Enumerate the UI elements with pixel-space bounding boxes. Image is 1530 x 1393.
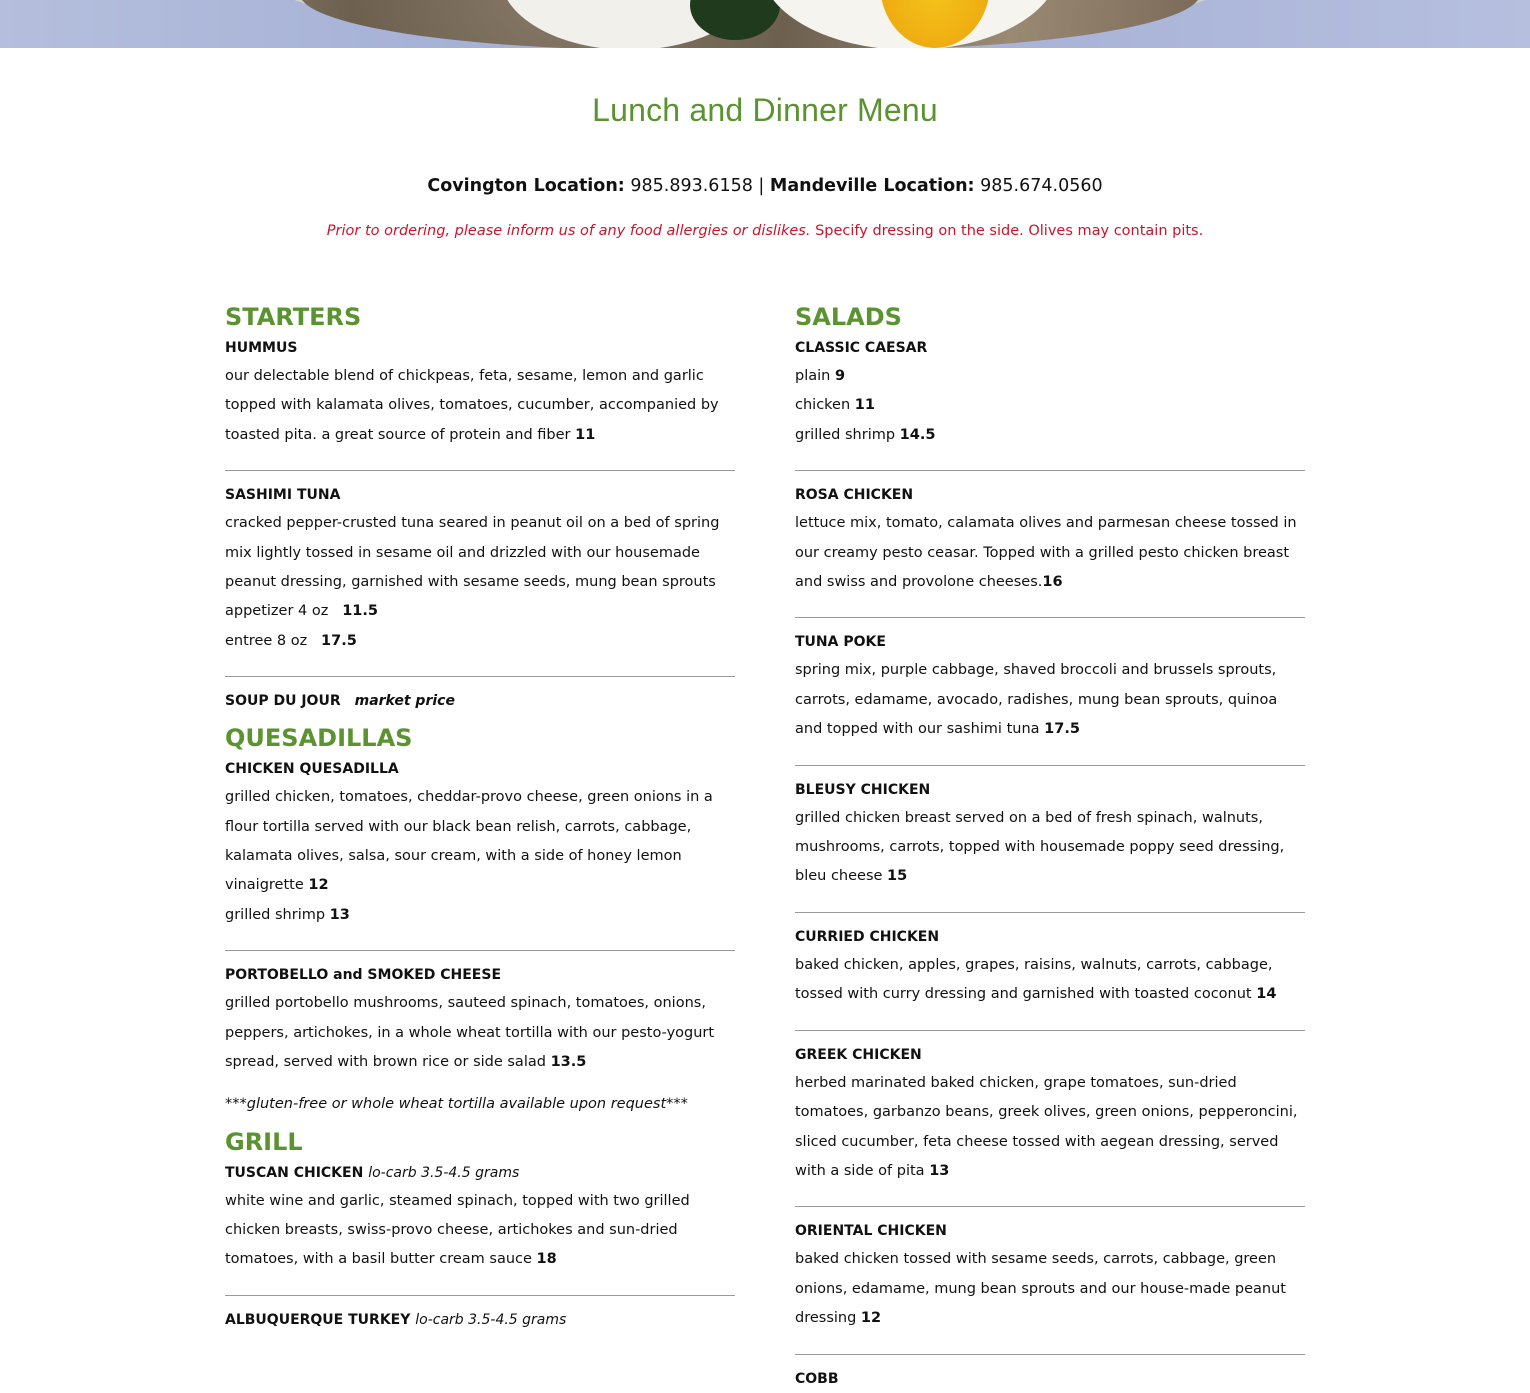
- item-price: 13.5: [550, 1054, 587, 1071]
- section-title-starters: STARTERS: [225, 303, 362, 331]
- mandeville-label: Mandeville Location:: [769, 176, 975, 196]
- covington-phone[interactable]: 985.893.6158: [630, 176, 753, 196]
- menu-item-soup: [225, 687, 735, 715]
- item-description: grilled chicken, tomatoes, cheddar-provo cheese, green onions in a flour tortilla served with our black bean relish, carrots, cabbage, kalamata olives, salsa, sour cream, with a side of honey lemon vinaigrette 12: [225, 789, 713, 894]
- item-note: lo-carb 3.5-4.5 grams: [368, 1164, 520, 1181]
- item-name: ROSA CHICKEN: [795, 487, 914, 504]
- item-price: 13: [929, 1162, 950, 1179]
- contact-line: [0, 176, 1530, 196]
- menu-item-tuna-poke: [795, 628, 1305, 744]
- menu-item-sashimi-tuna: [225, 481, 735, 656]
- item-name: TUSCAN CHICKEN lo-carb 3.5-4.5 grams: [225, 1164, 520, 1181]
- menu-item-hummus: [225, 334, 735, 450]
- section-title-salads: SALADS: [795, 303, 902, 331]
- item-name: COBB: [795, 1370, 839, 1387]
- section-title-grill: GRILL: [225, 1127, 303, 1156]
- section-title-quesadillas: QUESADILLAS: [225, 724, 413, 753]
- item-description: white wine and garlic, steamed spinach, topped with two grilled chicken breasts, swiss-provo cheese, artichokes and sun-dried tomatoes, with a basil butter cream sauce 18: [225, 1192, 690, 1268]
- divider: [225, 1295, 735, 1296]
- page-title: Lunch and Dinner Menu: [592, 92, 938, 128]
- item-price: 14.5: [899, 426, 936, 443]
- divider: [225, 950, 735, 951]
- item-name: PORTOBELLO and SMOKED CHEESE: [225, 967, 502, 984]
- item-description: herbed marinated baked chicken, grape tomatoes, sun-dried tomatoes, garbanzo beans, greek olives, green onions, pepperoncini, sliced cucumber, feta cheese tossed with aegean dressing, served with a side of pita 13: [795, 1074, 1298, 1179]
- right-column: [795, 300, 1305, 1393]
- allergy-notice-italic: Prior to ordering, please inform us of any food allergies or dislikes.: [326, 223, 811, 239]
- item-option: grilled shrimp 13: [225, 906, 350, 923]
- item-description: cracked pepper-crusted tuna seared in peanut oil on a bed of spring mix lightly tossed in sesame oil and drizzled with our housemade peanut dressing, garnished with sesame seeds, mung bean sprouts: [225, 515, 720, 591]
- menu-item-portobello: [225, 961, 735, 1077]
- item-option: plain 9: [795, 368, 846, 384]
- divider: [795, 470, 1305, 471]
- item-price: 15: [887, 868, 908, 885]
- tortilla-note: ***gluten-free or whole wheat tortilla available upon request***: [225, 1095, 688, 1112]
- divider: [225, 676, 735, 677]
- divider: [795, 912, 1305, 913]
- divider: [795, 1030, 1305, 1031]
- item-name: SOUP DU JOUR: [225, 693, 341, 710]
- item-price: 17.5: [1044, 721, 1080, 738]
- allergy-notice-plain: Specify dressing on the side. Olives may contain pits.: [815, 223, 1204, 239]
- item-price: 13: [329, 906, 350, 923]
- left-column: [225, 300, 735, 1334]
- item-name: ALBUQUERQUE TURKEY lo-carb 3.5-4.5 grams: [225, 1311, 567, 1328]
- menu-item-tuscan-chicken: [225, 1159, 735, 1275]
- menu-item-bleusy-chicken: [795, 776, 1305, 892]
- item-description: lettuce mix, tomato, calamata olives and parmesan cheese tossed in our creamy pesto ceasar. Topped with a grilled pesto chicken breast and swiss and provolone cheeses.16: [795, 515, 1297, 591]
- item-name: TUNA POKE: [795, 634, 886, 651]
- item-name: CLASSIC CAESAR: [795, 340, 928, 356]
- item-option: appetizer 4 oz 11.5: [225, 603, 378, 620]
- item-price: 14: [1256, 986, 1277, 1003]
- menu-item-chicken-quesadilla: [225, 755, 735, 930]
- item-name: ORIENTAL CHICKEN: [795, 1223, 947, 1240]
- menu-item-cobb: [795, 1365, 1305, 1393]
- hero-food-image: [0, 0, 1530, 48]
- item-description: spring mix, purple cabbage, shaved broccoli and brussels sprouts, carrots, edamame, avocado, radishes, mung bean sprouts, quinoa and topped with our sashimi tuna 17.5: [795, 662, 1278, 738]
- item-price: 11: [575, 426, 596, 443]
- item-name: HUMMUS: [225, 340, 298, 356]
- menu-item-classic-caesar: [795, 334, 1305, 450]
- item-price: 17.5: [321, 632, 357, 649]
- mandeville-phone[interactable]: 985.674.0560: [980, 176, 1103, 196]
- divider: [795, 1206, 1305, 1207]
- menu-item-albuquerque-turkey: [225, 1306, 735, 1334]
- item-description: baked chicken, apples, grapes, raisins, walnuts, carrots, cabbage, tossed with curry dressing and garnished with toasted coconut 14: [795, 956, 1277, 1003]
- item-option: chicken 11: [795, 397, 875, 414]
- divider: [795, 617, 1305, 618]
- item-price: 16: [1042, 574, 1063, 591]
- divider: [795, 765, 1305, 766]
- item-name: SASHIMI TUNA: [225, 487, 341, 504]
- menu-item-oriental-chicken: [795, 1217, 1305, 1333]
- menu-item-curried-chicken: [795, 923, 1305, 1010]
- item-description: our delectable blend of chickpeas, feta, sesame, lemon and garlic topped with kalamata olives, tomatoes, cucumber, accompanied by toasted pita. a great source of protein and fiber 11: [225, 368, 719, 443]
- covington-label: Covington Location:: [427, 176, 625, 196]
- item-option: grilled shrimp 14.5: [795, 426, 936, 443]
- item-price: 11.5: [342, 603, 378, 620]
- item-price: market price: [354, 693, 455, 710]
- item-price: 12: [860, 1310, 882, 1327]
- menu-item-rosa-chicken: [795, 481, 1305, 597]
- menu-item-greek-chicken: [795, 1041, 1305, 1187]
- contact-divider: |: [758, 176, 765, 196]
- item-price: 12: [308, 877, 329, 894]
- item-price: 9: [834, 368, 846, 384]
- item-name: CHICKEN QUESADILLA: [225, 761, 399, 778]
- item-name: BLEUSY CHICKEN: [795, 781, 931, 798]
- item-price: 11: [854, 397, 875, 414]
- divider: [795, 1354, 1305, 1355]
- item-note: lo-carb 3.5-4.5 grams: [415, 1311, 567, 1328]
- item-description: grilled chicken breast served on a bed of fresh spinach, walnuts, mushrooms, carrots, topped with housemade poppy seed dressing, bleu cheese 15: [795, 809, 1285, 885]
- item-name: CURRIED CHICKEN: [795, 928, 940, 945]
- item-price: 18: [536, 1251, 557, 1268]
- allergy-notice: [0, 223, 1530, 239]
- item-description: baked chicken tossed with sesame seeds, carrots, cabbage, green onions, edamame, mung bean sprouts and our house-made peanut dressing 12: [795, 1251, 1286, 1327]
- item-description: grilled portobello mushrooms, sauteed spinach, tomatoes, onions, peppers, artichokes, in a whole wheat tortilla with our pesto-yogurt spread, served with brown rice or side salad 13.5: [225, 995, 715, 1071]
- item-name: GREEK CHICKEN: [795, 1046, 922, 1063]
- divider: [225, 470, 735, 471]
- item-option: entree 8 oz 17.5: [225, 632, 357, 649]
